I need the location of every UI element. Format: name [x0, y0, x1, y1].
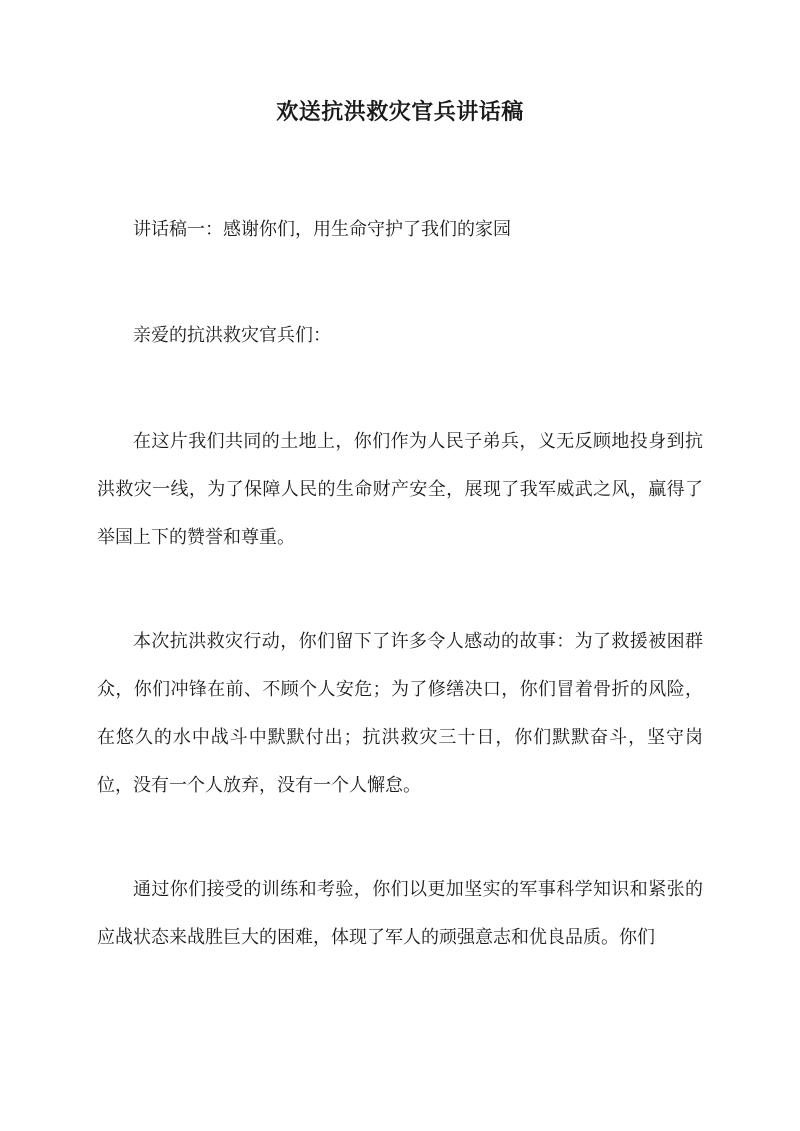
paragraph-1: 在这片我们共同的土地上，你们作为人民子弟兵，义无反顾地投身到抗洪救灾一线，为了保障人民的生命财产安全，展现了我军威武之风，赢得了举国上下的赞誉和尊重。: [97, 431, 703, 548]
salutation: 亲爱的抗洪救灾官兵们：: [133, 325, 331, 346]
paragraph-2: 本次抗洪救灾行动，你们留下了许多令人感动的故事：为了救援被困群众，你们冲锋在前、不顾个人安危；为了修缮决口，你们冒着骨折的风险，在悠久的水中战斗中默默付出；抗洪救灾三十日，你们默默奋斗，坚守岗位，没有一个人放弃，没有一个人懈怠。: [97, 631, 703, 796]
speech-subtitle: 讲话稿一：感谢你们，用生命守护了我们的家园: [133, 219, 511, 240]
document-title: 欢送抗洪救灾官兵讲话稿: [276, 99, 524, 125]
paragraph-3: 通过你们接受的训练和考验，你们以更加坚实的军事科学知识和紧张的应战状态来战胜巨大的困难，体现了军人的顽强意志和优良品质。你们: [97, 879, 703, 948]
